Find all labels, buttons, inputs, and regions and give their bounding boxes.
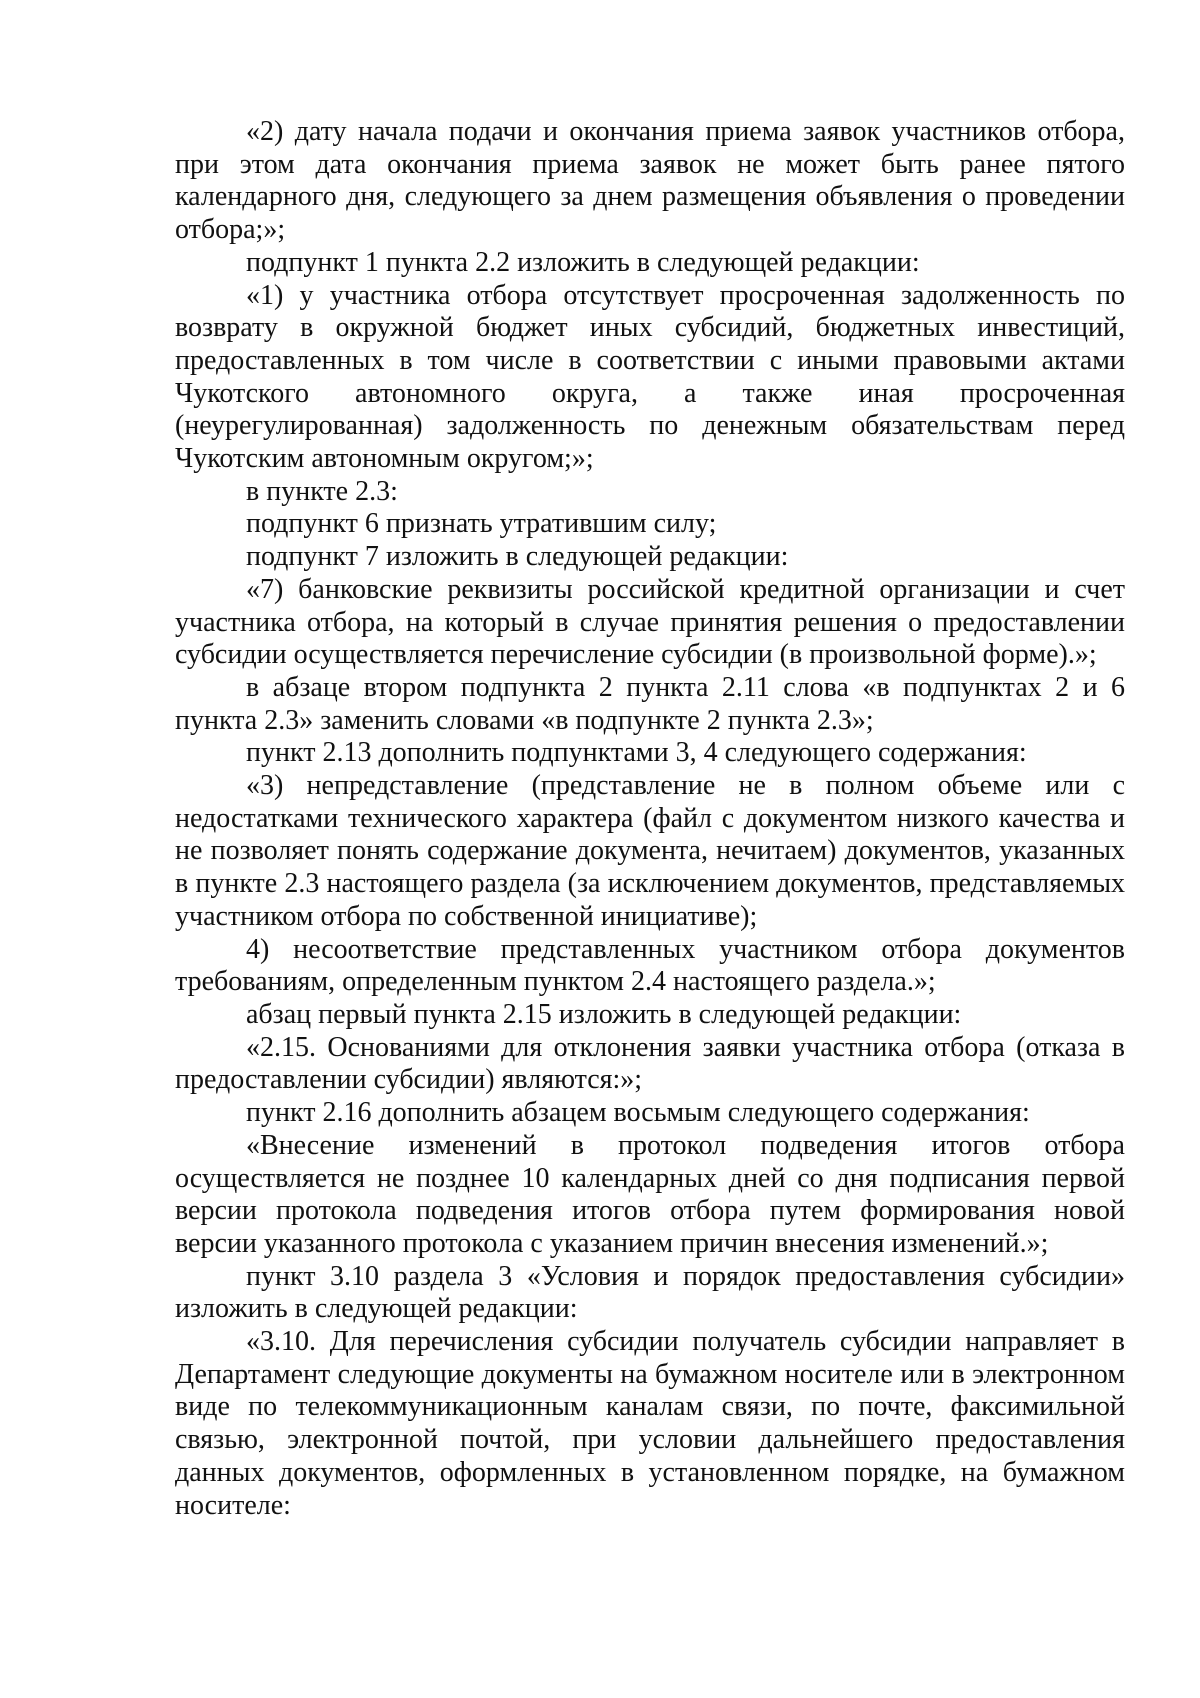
paragraph: подпункт 7 изложить в следующей редакции: <box>246 541 789 573</box>
paragraph: в абзаце втором подпункта 2 пункта 2.11 слова «в подпунктах 2 и 6 пункта 2.3» заменить словами «в подпункте 2 пункта 2.3»; <box>175 671 1125 736</box>
paragraph: абзац первый пункта 2.15 изложить в следующей редакции: <box>246 998 962 1030</box>
paragraph: «3.10. Для перечисления субсидии получатель субсидии направляет в Департамент следующие документы на бумажном носителе или в электронном виде по телекоммуникационным каналам связи, по почте, факсимильной связью, электронной почтой, при условии дальнейшего предоставления данных документов, оформленных в установленном порядке, на бумажном носителе: <box>175 1326 1125 1521</box>
paragraph: 4) несоответствие представленных участником отбора документов требованиям, определенным пунктом 2.4 настоящего раздела.»; <box>175 933 1125 998</box>
paragraph: подпункт 6 признать утратившим силу; <box>246 508 717 540</box>
paragraph: «1) у участника отбора отсутствует просроченная задолженность по возврату в окружной бюджет иных субсидий, бюджетных инвестиций, предоставленных в том числе в соответствии с иными правовыми актами Чукотского автономного округа, а также иная просроченная (неурегулированная) задолженность по денежным обязательствам перед Чукотским автономным округом;»; <box>175 279 1125 475</box>
paragraph: «7) банковские реквизиты российской кредитной организации и счет участника отбора, на который в случае принятия решения о предоставлении субсидии осуществляется перечисление субсидии (в произвольной форме).»; <box>175 573 1125 671</box>
paragraph: «2.15. Основаниями для отклонения заявки участника отбора (отказа в предоставлении субсидии) являются:»; <box>175 1031 1125 1096</box>
paragraph: «2) дату начала подачи и окончания приема заявок участников отбора, при этом дата окончания приема заявок не может быть ранее пятого календарного дня, следующего за днем размещения объявления о проведении отбора;»; <box>175 116 1125 246</box>
paragraph: пункт 2.16 дополнить абзацем восьмым следующего содержания: <box>246 1097 1030 1129</box>
paragraph: пункт 3.10 раздела 3 «Условия и порядок предоставления субсидии» изложить в следующей редакции: <box>175 1260 1125 1325</box>
paragraph: подпункт 1 пункта 2.2 изложить в следующей редакции: <box>246 246 920 278</box>
paragraph: пункт 2.13 дополнить подпунктами 3, 4 следующего содержания: <box>246 737 1027 769</box>
paragraph: «3) непредставление (представление не в полном объеме или с недостатками технического характера (файл с документом низкого качества и не позволяет понять содержание документа, нечитаем) документов, указанных в пункте 2.3 настоящего раздела (за исключением документов, представляемых участником отбора по собственной инициативе); <box>175 770 1125 932</box>
paragraph: в пункте 2.3: <box>246 475 398 507</box>
paragraph: «Внесение изменений в протокол подведения итогов отбора осуществляется не позднее 10 календарных дней со дня подписания первой версии протокола подведения итогов отбора путем формирования новой версии указанного протокола с указанием причин внесения изменений.»; <box>175 1129 1125 1259</box>
